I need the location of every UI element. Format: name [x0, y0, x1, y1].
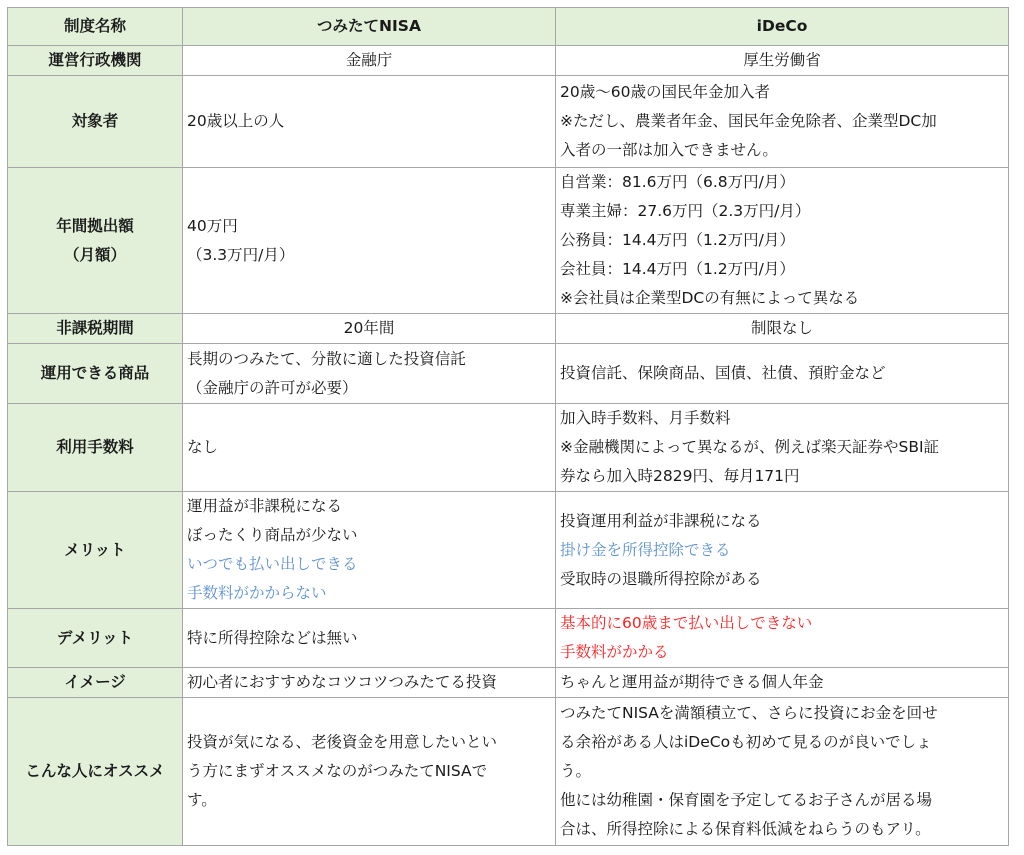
- nisa-merit-line: 運用益が非課税になる: [187, 497, 343, 515]
- ideco-target-line: 入者の一部は加入できません。: [560, 141, 778, 159]
- ideco-merit-line: 受取時の退職所得控除がある: [560, 569, 762, 588]
- row-label-demerit: デメリット: [8, 609, 183, 668]
- header-nisa-cell: つみたてNISA: [183, 8, 556, 46]
- ideco-fees-cell: [556, 404, 1009, 492]
- ideco-demerit-line: 手数料がかかる: [560, 643, 669, 661]
- header-label-cell: 制度名称: [8, 8, 183, 46]
- ideco-tax-free-cell: 制限なし: [556, 314, 1009, 344]
- row-label-products: 運用できる商品: [8, 344, 183, 404]
- ideco-merit-cell: [556, 492, 1009, 609]
- nisa-image-cell: 初心者におすすめなコツコツつみたてる投資: [183, 668, 556, 698]
- table-row-fees: [8, 404, 1009, 492]
- table-row-demerit: [8, 609, 1009, 668]
- nisa-recommend-line: う方にまずオススメなのがつみたてNISAで: [187, 762, 488, 780]
- nisa-agency-cell: 金融庁: [183, 46, 556, 76]
- row-label-annual: [8, 168, 183, 314]
- table-row-tax-free: [8, 314, 1009, 344]
- nisa-annual-line: 40万円: [187, 216, 238, 235]
- row-label-image: イメージ: [8, 668, 183, 698]
- nisa-recommend-cell: [183, 698, 556, 846]
- ideco-annual-line: 専業主婦：27.6万円（2.3万円/月）: [560, 202, 811, 220]
- nisa-products-line: （金融庁の許可が必要）: [187, 378, 358, 397]
- nisa-merit-cell: [183, 492, 556, 609]
- row-label-recommend: こんな人にオススメ: [8, 698, 183, 846]
- ideco-demerit-line: 基本的に60歳まで払い出しできない: [560, 614, 813, 632]
- ideco-recommend-line: 合は、所得控除による保育料低減をねらうのもアリ。: [560, 820, 931, 838]
- table-row-image: [8, 668, 1009, 698]
- nisa-fees-cell: なし: [183, 404, 556, 492]
- row-label-target: 対象者: [8, 76, 183, 168]
- ideco-annual-line: 会社員：14.4万円（1.2万円/月）: [560, 260, 795, 278]
- ideco-annual-line: ※会社員は企業型DCの有無によって異なる: [560, 289, 860, 307]
- nisa-products-cell: [183, 344, 556, 404]
- ideco-agency-cell: 厚生労働省: [556, 46, 1009, 76]
- nisa-annual-cell: [183, 168, 556, 314]
- nisa-merit-line-highlight: いつでも払い出しできる: [187, 555, 358, 573]
- table-header-row: [8, 8, 1009, 46]
- ideco-fees-line: 加入時手数料、月手数料: [560, 409, 731, 427]
- table-row-agency: [8, 46, 1009, 76]
- nisa-recommend-line: す。: [187, 791, 217, 809]
- ideco-fees-line: ※金融機関によって異なるが、例えば楽天証券やSBI証: [560, 438, 940, 456]
- ideco-recommend-line: う。: [560, 762, 592, 780]
- comparison-table-container: [7, 7, 1009, 846]
- ideco-fees-line: 券なら加入時2829円、毎月171円: [560, 467, 800, 485]
- nisa-target-cell: 20歳以上の人: [183, 76, 556, 168]
- nisa-merit-line-highlight: 手数料がかからない: [187, 584, 327, 602]
- nisa-products-line: 長期のつみたて、分散に適した投資信託: [187, 349, 466, 368]
- table-row-recommend: [8, 698, 1009, 846]
- row-label-fees: 利用手数料: [8, 404, 183, 492]
- ideco-demerit-cell: [556, 609, 1009, 668]
- row-label-agency: 運営行政機関: [8, 46, 183, 76]
- ideco-image-cell: ちゃんと運用益が期待できる個人年金: [556, 668, 1009, 698]
- nisa-demerit-cell: 特に所得控除などは無い: [183, 609, 556, 668]
- ideco-merit-line: 投資運用利益が非課税になる: [560, 511, 762, 530]
- header-ideco-cell: iDeCo: [556, 8, 1009, 46]
- row-label-merit: メリット: [8, 492, 183, 609]
- nisa-merit-line: ぼったくり商品が少ない: [187, 526, 358, 544]
- ideco-merit-line-highlight: 掛け金を所得控除できる: [560, 540, 731, 559]
- ideco-annual-cell: [556, 168, 1009, 314]
- ideco-products-cell: 投資信託、保険商品、国債、社債、預貯金など: [556, 344, 1009, 404]
- ideco-recommend-line: つみたてNISAを満額積立て、さらに投資にお金を回せ: [560, 704, 938, 722]
- ideco-target-line: 20歳〜60歳の国民年金加入者: [560, 83, 770, 101]
- row-label-annual-line: （月額）: [63, 245, 126, 264]
- nisa-annual-line: （3.3万円/月）: [187, 245, 295, 264]
- ideco-recommend-line: 他には幼稚園・保育園を予定してるお子さんが居る場: [560, 791, 933, 809]
- row-label-annual-line: 年間拠出額: [56, 216, 134, 235]
- table-row-target: [8, 76, 1009, 168]
- ideco-annual-line: 自営業：81.6万円（6.8万円/月）: [560, 173, 795, 191]
- comparison-table: [7, 7, 1009, 846]
- ideco-target-line: ※ただし、農業者年金、国民年金免除者、企業型DC加: [560, 112, 937, 130]
- row-label-tax-free: 非課税期間: [8, 314, 183, 344]
- ideco-recommend-cell: [556, 698, 1009, 846]
- ideco-annual-line: 公務員：14.4万円（1.2万円/月）: [560, 231, 795, 249]
- nisa-tax-free-cell: 20年間: [183, 314, 556, 344]
- table-row-products: [8, 344, 1009, 404]
- nisa-recommend-line: 投資が気になる、老後資金を用意したいとい: [187, 733, 498, 751]
- table-row-annual: [8, 168, 1009, 314]
- ideco-recommend-line: る余裕がある人はiDeCoも初めて見るのが良いでしょ: [560, 733, 932, 751]
- table-row-merit: [8, 492, 1009, 609]
- ideco-target-cell: [556, 76, 1009, 168]
